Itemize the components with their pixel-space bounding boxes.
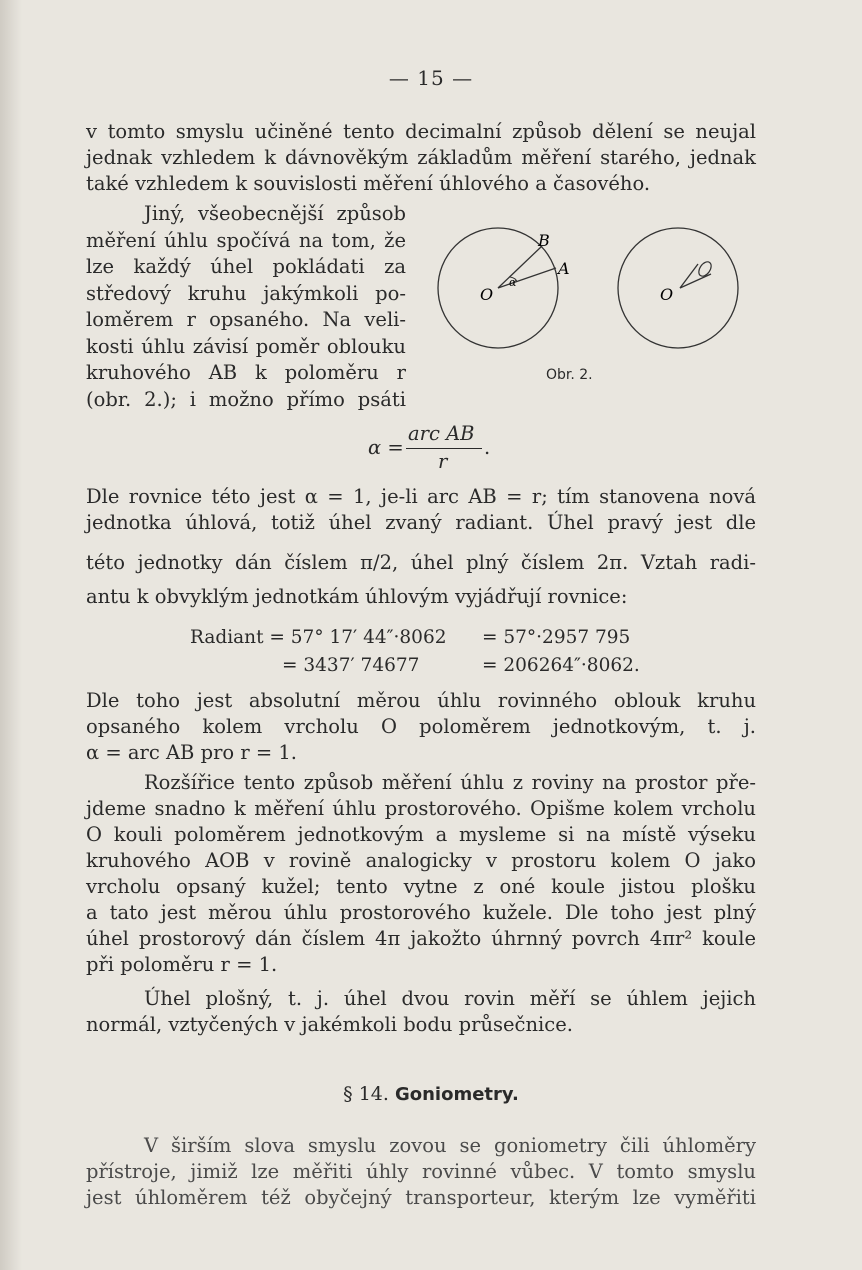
text-line: této jednotky dán číslem π/2, úhel plný číslem 2π. Vztah radi- [86, 551, 756, 574]
text-line: jednak vzhledem k dávnověkým základům měření starého, jednak [86, 146, 756, 169]
text-line: středový kruhu jakýmkoli po- [86, 281, 406, 305]
equation-row-1-right: = 57°·2957 795 [482, 627, 631, 648]
text-line: α = arc AB pro r = 1. [86, 741, 297, 764]
paragraph-3 [86, 484, 756, 610]
text-line: úhel prostorový dán číslem 4π jakožto úhrnný povrch 4πr² koule [86, 927, 756, 950]
text-line: V širším slova smyslu zovou se goniometry čili úhloměry [144, 1134, 756, 1157]
text-line: Úhel plošný, t. j. úhel dvou rovin měří se úhlem jejich [144, 987, 756, 1010]
text-line: antu k obvyklým jednotkám úhlovým vyjádřují rovnice: [86, 585, 628, 608]
formula-numerator: arc AB [408, 422, 475, 445]
text-line: při poloměru r = 1. [86, 953, 278, 976]
formula-radian-definition [368, 424, 508, 480]
section-heading [0, 1083, 862, 1105]
equation-row-2-right: = 206264″·8062. [482, 655, 640, 676]
text-line: (obr. 2.); i možno přímo psáti [86, 387, 406, 411]
text-line: jest úhloměrem též obyčejný transporteur, kterým lze vyměřiti [86, 1186, 756, 1209]
equation-row-1-left: Radiant = 57° 17′ 44″·8062 [190, 627, 447, 648]
formula-end: . [484, 436, 491, 459]
text-line: Rozšířice tento způsob měření úhlu z roviny na prostor pře- [144, 771, 756, 794]
label-b: B [538, 231, 550, 250]
paragraph-5 [86, 770, 756, 978]
text-line: kruhového AOB v rovině analogicky v prostoru kolem O jako [86, 849, 756, 872]
text-line: jdeme snadno k měření úhlu prostorového. Opišme kolem vrcholu [86, 797, 756, 820]
text-line: také vzhledem k souvislosti měření úhlového a časového. [86, 172, 651, 195]
paragraph-2 [86, 201, 406, 413]
label-o-right: O [660, 285, 674, 304]
text-line: Dle toho jest absolutní měrou úhlu rovinného oblouk kruhu [86, 689, 756, 712]
paragraph-7 [86, 1133, 756, 1211]
label-alpha: α [509, 276, 517, 289]
equation-row-2-left: = 3437′ 74677 [282, 655, 420, 676]
section-symbol: § 14. [343, 1083, 389, 1105]
text-line: jednotka úhlová, totiž úhel zvaný radiant. Úhel pravý jest dle [86, 511, 756, 534]
figure-2-drawing [430, 222, 750, 362]
page-edge-shadow [0, 0, 22, 1270]
paragraph-6 [86, 986, 756, 1038]
text-line: kruhového AB k poloměru r [86, 361, 406, 384]
text-line: měření úhlu spočívá na tom, že [86, 228, 406, 252]
text-line: opsaného kolem vrcholu O poloměrem jednotkovým, t. j. [86, 715, 756, 738]
label-o-left: O [480, 285, 494, 304]
text-line: a tato jest měrou úhlu prostorového kužele. Dle toho jest plný [86, 901, 756, 924]
text-line: normál, vztyčených v jakémkoli bodu průsečnice. [86, 1013, 573, 1036]
fraction-bar [406, 448, 482, 449]
text-line: lze každý úhel pokládati za [86, 255, 406, 278]
text-line: Dle rovnice této jest α = 1, je-li arc AB = r; tím stanovena nová [86, 485, 756, 508]
formula-lhs: α = [368, 436, 404, 459]
text-line: v tomto smyslu učiněné tento decimalní způsob dělení se neujal [86, 120, 756, 143]
label-a: A [558, 259, 570, 278]
paragraph-4 [86, 688, 756, 766]
text-line: loměrem r opsaného. Na veli- [86, 308, 406, 331]
section-title: Goniometry. [394, 1084, 519, 1105]
figure-caption: Obr. 2. [546, 367, 593, 383]
page-number: — 15 — [388, 66, 474, 90]
text-line: vrcholu opsaný kužel; tento vytne z oné koule jistou plošku [86, 875, 756, 898]
text-line: kosti úhlu závisí poměr oblouku [86, 334, 406, 358]
formula-denominator: r [438, 450, 448, 473]
text-line: přístroje, jimiž lze měřiti úhly rovinné vůbec. V tomto smyslu [86, 1160, 756, 1183]
paragraph-1 [86, 119, 756, 197]
text-line: O kouli poloměrem jednotkovým a mysleme si na místě výseku [86, 823, 756, 846]
figure-2 [430, 222, 750, 362]
text-line: Jiný, všeobecnější způsob [144, 202, 406, 225]
